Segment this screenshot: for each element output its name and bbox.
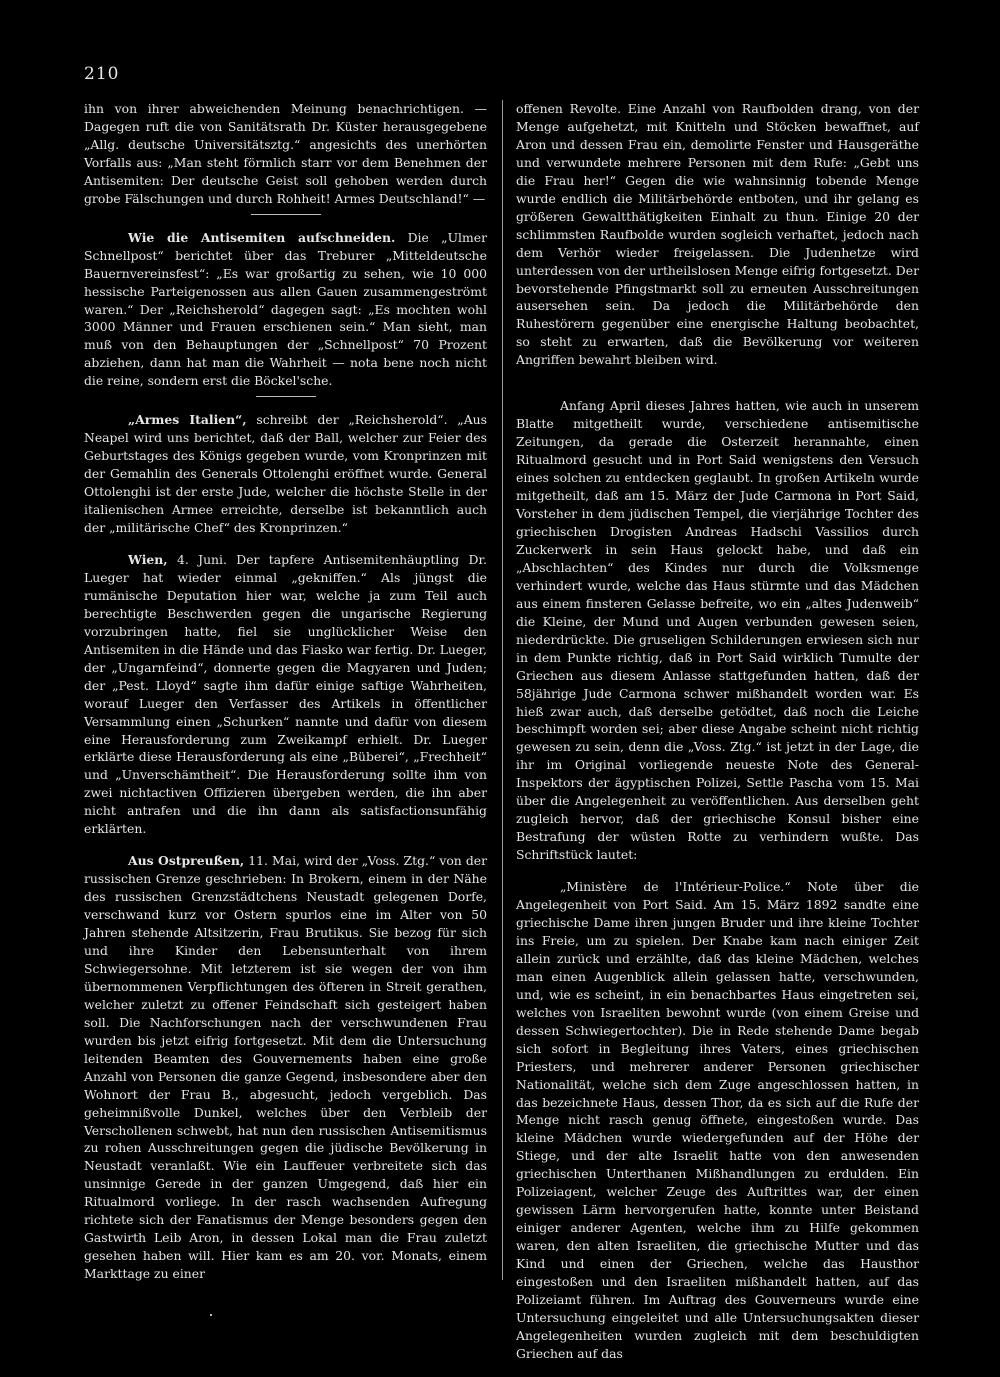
article-body: 4. Juni. Der tapfere Antisemitenhäuptling Dr. Lueger hat wieder einmal „gekniffen.“ Als jüngst die rumänische Deputation hier war, welche ja zum Teil auch berechtigte Beschwerden gegen die ungarische Regierung vorzubringen hatte, fiel sie unglücklicher Weise den Antisemiten in die Hände und das Fiasko war fertig. Dr. Lueger, der „Ungarnfeind“, donnerte gegen die Magyaren und Juden; der „Pest. Lloyd“ sagte ihm dafür einige saftige Wahrheiten, worauf Lueger den Verfasser des Artikels in öffentlicher Versammlung einen „Schurken“ nannte und dafür von diesem eine Herausforderung zum Zweikampf erhielt. Dr. Lueger erklärte diese Herausforderung als eine „Büberei“, „Frechheit“ und „Unverschämtheit“. Die Herausforderung sollte ihm von zwei nichtactiven Offizieren übergeben werden, die ihn aber nicht antrafen und die ihn dann als satisfactionsunfähig erklärten. [84,551,487,837]
article-ostpreussen [84,852,487,1283]
article-antisemiten [84,229,487,391]
article-body: 11. Mai, wird der „Voss. Ztg.“ von der russischen Grenze geschrieben: In Brokern, einem in der Nähe des russischen Grenzstädtchens Neustadt gelegenen Dorfe, verschwand kurz vor Ostern spurlos eine im Alter von 50 Jahren stehende Altsitzerin, Frau Brutikus. Sie bezog für sich und ihre Kinder den Lebensunterhalt von ihrem Schwiegersohne. Mit letzterem ist sie wegen der von ihm übernommenen Verpflichtungen des öfteren in Streit gerathen, welcher zuletzt zu offener Feindschaft sich gesteigert haben soll. Die Nachforschungen nach der verschwundenen Frau wurden bis jetzt eifrig fortgesetzt. Mit dem die Untersuchung leitenden Beamten des Gouvernements haben eine große Anzahl von Personen die ganze Gegend, insbesondere aber den Wohnort der Frau B., abgesucht, jedoch vergeblich. Das geheimnißvolle Dunkel, welches über den Verbleib der Verschollenen schwebt, hat nun den russischen Antisemitismus zu rohen Ausschreitungen gegen die jüdische Bevölkerung in Neustadt veranlaßt. Wie ein Lauffeuer verbreitete sich das unsinnige Gerede in der ganzen Umgegend, daß hier ein Ritualmord vorliege. In der rasch wachsenden Aufregung richtete sich der Fanatismus der Menge besonders gegen den Gastwirth Leib Aron, in dessen Lokal man die Frau zuletzt gesehen haben will. Hier kam es am 20. vor. Monats, einem Markttage zu einer [84,853,488,1282]
spacer [516,864,919,878]
article-body: Die „Ulmer Schnellpost“ berichtet über das Treburer „Mitteldeutsche Bauernvereinsfest“: „Es war großartig zu sehen, wie 10 000 hessische Parteigenossen aus allen Gauen zusammengeströmt waren.“ Der „Reichsherold“ dagegen sagt: „Es mochten wohl 3000 Männer und Frauen erschienen sein.“ Man sieht, man muß von den Behauptungen der „Schnellpost“ 70 Prozent abziehen, dann hat man die Wahrheit — nota bene noch nicht die reine, sondern erst die Böckel'sche. [84,229,487,389]
article-heading: Aus Ostpreußen, [128,853,245,869]
article-continuation: offenen Revolte. Eine Anzahl von Raufbolden drang, von der Menge aufgehetzt, mit Knitteln und Stöcken bewaffnet, auf Aron und dessen Frau ein, demolirte Fenster und Hausgeräthe und verwundete mehrere Personen mit dem Rufe: „Gebt uns die Frau her!“ Gegen die wie wahnsinnig tobende Menge wurde endlich die Militärbehörde entboten, und ihr gelang es größeren Gewaltthätigkeiten Einhalt zu thun. Einige 20 der schlimmsten Raufbolde wurden sogleich verhaftet, jedoch nach dem Verhör wieder freigelassen. Die Judenhetze wird unterdessen von der urtheilslosen Menge eifrig fortgesetzt. Der bevorstehende Pfingstmarkt soll zu erneuten Ausschreitungen ausersehen sein. Da jedoch die Militärbehörde den Ruhestörern gegenüber eine energische Haltung beobachtet, so steht zu erwarten, daß die Bevölkerung vor weiteren Angriffen bewahrt bleiben wird. [516,101,919,368]
article-continuation: ihn von ihrer abweichenden Meinung benachrichtigen. — Dagegen ruft die von Sanitätsrath Dr. Küster herausgegebene „Allg. deutsche Universitätsztg.“ angesichts des unerhörten Vorfalls aus: „Man steht förmlich starr vor dem Benehmen der Antisemiten: Der deutsche Geist soll gehoben werden durch grobe Fälschungen und durch Rohheit! Armes Deutschland!“ — [84,101,487,206]
page-number: 210 [84,64,120,84]
article-heading: Wien, [128,551,168,567]
spacer [84,537,487,551]
article-body: schreibt der „Reichsherold“. „Aus Neapel wird uns berichtet, daß der Ball, welcher zur Feier des Geburtstages des Königs gegeben wurde, vom Kronprinzen mit der Gemahlin des Generals Ottolenghi eröffnet wurde. General Ottolenghi ist der erste Jude, welcher die höchste Stelle in der italienischen Armee erreichte, derselbe ist bekanntlich auch der „militärische Chef“ des Kronprinzen.“ [84,412,487,536]
spacer [516,383,919,397]
section-divider [256,396,316,397]
spacer [516,369,919,383]
left-column [84,100,487,1283]
right-column [516,100,919,1363]
article-wien [84,551,487,838]
article-heading: „Armes Italien“, [128,412,247,428]
article-heading: Wie die Antisemiten aufschneiden. [128,229,396,245]
article-port-said: Anfang April dieses Jahres hatten, wie auch in unserem Blatte mitgetheilt wurde, verschiedene antisemitische Zeitungen, da gerade die Osterzeit herannahte, einen Ritualmord gesucht und in Port Said wenigstens den Versuch eines solchen zu entdecken geglaubt. In großen Artikeln wurde mitgetheilt, daß am 15. März der Jude Carmona in Port Said, Vorsteher in dem jüdischen Tempel, die vierjährige Tochter des griechischen Drogisten Andreas Hadschi Vassilios durch Zuckerwerk in sein Haus gelockt habe, und daß ein „Abschlachten“ des Kindes nur durch die Volksmenge verhindert wurde, welche das Haus stürmte und das Mädchen aus einem finsteren Gelasse befreite, wo ein „altes Judenweib“ die Kleine, der Mund und Augen verbunden gewesen seien, niederdrückte. Die gruseligen Schilderungen erwiesen sich nur in dem Punkte richtig, daß in Port Said wirklich Tumulte der Griechen aus diesem Anlasse stattgefunden hatten, daß der 58jährige Jude Carmona schwer mißhandelt worden war. Es hieß zwar auch, daß derselbe getödtet, daß noch die Leiche beschimpft worden sei; aber diese Angabe scheint nicht richtig gewesen zu sein, denn die „Voss. Ztg.“ ist jetzt in der Lage, die ihr im Original vorliegende neueste Note des General-Inspektors der ägyptischen Polizei, Settle Pascha vom 15. Mai über die Angelegenheit zu veröffentlichen. Aus derselben geht zugleich hervor, daß der griechische Konsul bisher eine Bestrafung der wüsten Rotte zu verhindern wußte. Das Schriftstück lautet: [516,398,919,863]
article-italien [84,411,487,537]
article-police-note: „Ministère de l'Intérieur-Police.“ Note über die Angelegenheit von Port Said. Am 15. März 1892 sandte eine griechische Dame ihren jungen Bruder und ihre kleine Tochter ins Freie, um zu spielen. Der Knabe kam nach einiger Zeit allein zurück und erzählte, daß das kleine Mädchen, welches man einen Augenblick allein gelassen hatte, verschwunden, und, wie es scheint, in ein benachbartes Haus eingetreten sei, welches von Israeliten bewohnt wurde (von einem Greise und dessen Schwiegertochter). Die in Rede stehende Dame begab sich sofort in Begleitung ihres Vaters, eines griechischen Priesters, und mehrerer anderer Personen griechischer Nationalität, welche sich dem Zuge angeschlossen hatten, in das bezeichnete Haus, dessen Thor, da es sich auf die Rufe der Menge nicht rasch genug öffnete, eingestoßen wurde. Das kleine Mädchen wurde wiedergefunden auf der Höhe der Stiege, und der alte Israelit hatte von den anwesenden griechischen Unterthanen Mißhandlungen zu erdulden. Ein Polizeiagent, welcher Zeuge des Auftrittes war, der einen gewissen Lärm hervorgerufen hatte, konnte unter Beistand einiger anderer Agenten, welche ihm zu Hilfe gekommen waren, den alten Israeliten, die griechische Mutter und das Kind und einen der Griechen, welche das Hausthor eingestoßen und den Israeliten mißhandelt hatten, auf das Polizeiamt führen. Im Auftrag des Gouverneurs wurde eine Untersuchung eingeleitet und alle Untersuchungsakten dieser Angelegenheiten wurden zugleich mit dem beschuldigten Griechen auf das [516,879,919,1361]
spacer [84,838,487,852]
section-divider [251,214,321,215]
column-divider [502,100,503,1280]
print-speck [210,1314,212,1316]
